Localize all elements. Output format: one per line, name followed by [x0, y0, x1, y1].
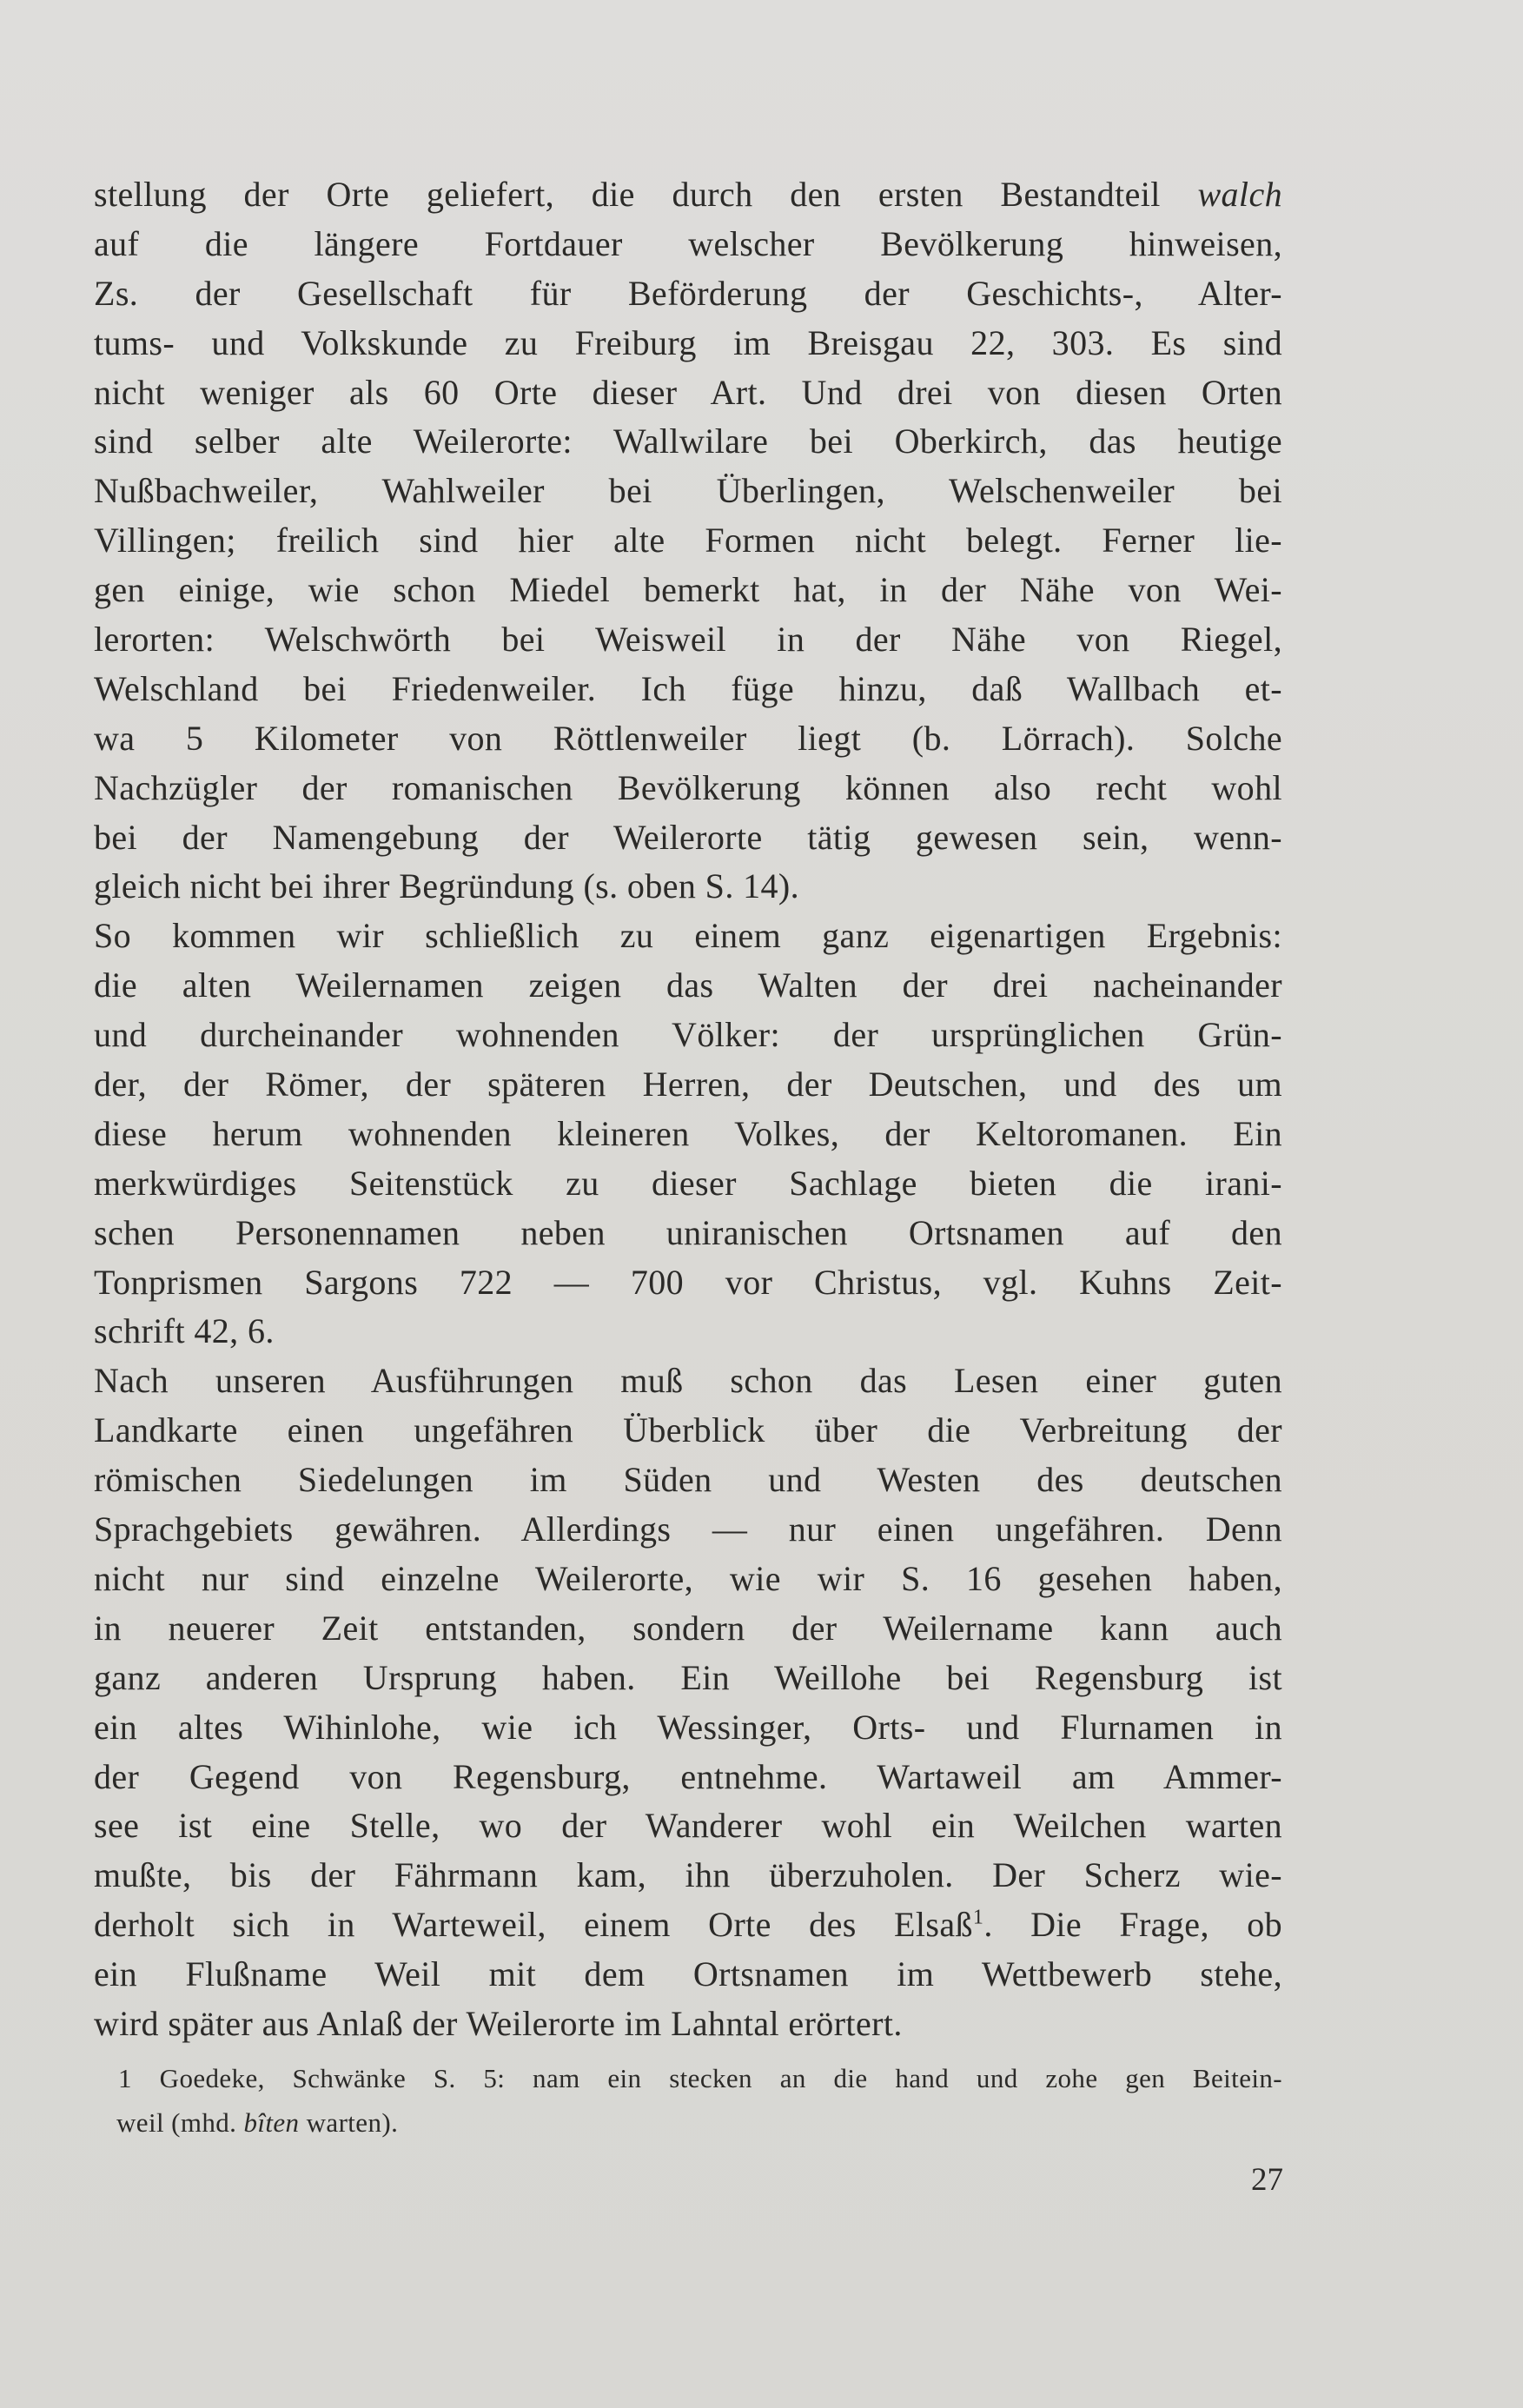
- text-line: ein altes Wihinlohe, wie ich Wessinger, Orts- und Flurnamen in: [94, 1707, 1282, 1747]
- text-line: see ist eine Stelle, wo der Wanderer wohl ein Weilchen warten: [94, 1806, 1282, 1846]
- text-line: Nußbachweiler, Wahlweiler bei Überlingen, Welschenweiler bei: [94, 471, 1282, 511]
- text-line: der, der Römer, der späteren Herren, der Deutschen, und des um: [94, 1065, 1282, 1104]
- emphasis-walch: walch: [1197, 175, 1282, 214]
- text-line: schen Personennamen neben uniranischen Ortsnamen auf den: [94, 1212, 1282, 1252]
- text-line: diese herum wohnenden kleineren Volkes, der Keltoromanen. Ein: [94, 1113, 1282, 1153]
- text-line: derholt sich in Warteweil, einem Orte des Elsaß$^1$. Die Frage, ob: [94, 1905, 1283, 1945]
- emphasis-biten: bîten: [243, 2107, 300, 2138]
- text-line: sind selber alte Weilerorte: Wallwilare bei Oberkirch, das heutige: [94, 421, 1282, 461]
- text-line: merkwürdiges Seitenstück zu dieser Sachlage bieten die irani-: [94, 1163, 1282, 1203]
- footnote-number: 1: [118, 2063, 132, 2093]
- text-line: wird später aus Anlaß der Weilerorte im Lahntal erörtert.: [94, 2003, 903, 2043]
- footnote-line: 1 Goedeke, Schwänke S. 5: nam ein stecken an die hand und zohe gen Beitein-: [118, 2063, 1282, 2093]
- text-line: bei der Namengebung der Weilerorte tätig gewesen sein, wenn-: [94, 817, 1282, 857]
- text-line: nicht nur sind einzelne Weilerorte, wie wir S. 16 gesehen haben,: [94, 1558, 1282, 1598]
- text-line: nicht weniger als 60 Orte dieser Art. Und drei von diesen Orten: [94, 372, 1282, 412]
- text-line: Villingen; freilich sind hier alte Formen nicht belegt. Ferner lie-: [94, 521, 1282, 561]
- text-line: So kommen wir schließlich zu einem ganz eigenartigen Ergebnis:: [94, 916, 1282, 956]
- text-line: gen einige, wie schon Miedel bemerkt hat, in der Nähe von Wei-: [94, 570, 1282, 610]
- text-line: römischen Siedelungen im Süden und Westen des deutschen: [94, 1460, 1282, 1500]
- text-line: gleich nicht bei ihrer Begründung (s. oben S. 14).: [94, 866, 800, 906]
- footnote-marker: 1: [972, 1906, 984, 1929]
- text-line: und durcheinander wohnenden Völker: der ursprünglichen Grün-: [94, 1015, 1282, 1055]
- text-line: Tonprismen Sargons 722 — 700 vor Christus, vgl. Kuhns Zeit-: [94, 1262, 1282, 1302]
- text-line: ein Flußname Weil mit dem Ortsnamen im Wettbewerb stehe,: [94, 1954, 1282, 1994]
- text-line: Nach unseren Ausführungen muß schon das Lesen einer guten: [94, 1361, 1282, 1401]
- footnote-line: weil (mhd. bîten warten).: [116, 2107, 399, 2138]
- text-line: stellung der Orte geliefert, die durch den ersten Bestandteil walch: [94, 175, 1282, 214]
- text-line: Sprachgebiets gewähren. Allerdings — nur einen ungefähren. Denn: [94, 1509, 1282, 1549]
- text-line: Welschland bei Friedenweiler. Ich füge hinzu, daß Wallbach et-: [94, 668, 1282, 708]
- text-line: in neuerer Zeit entstanden, sondern der Weilername kann auch: [94, 1608, 1282, 1648]
- text-line: Landkarte einen ungefähren Überblick über die Verbreitung der: [94, 1410, 1282, 1450]
- text-line: schrift 42, 6.: [94, 1311, 275, 1351]
- text-line: auf die längere Fortdauer welscher Bevölkerung hinweisen,: [94, 223, 1282, 263]
- text-line: Nachzügler der romanischen Bevölkerung können also recht wohl: [94, 767, 1282, 807]
- text-line: wa 5 Kilometer von Röttlenweiler liegt (b. Lörrach). Solche: [94, 718, 1282, 758]
- body-text: [94, 170, 1282, 2049]
- text-line: mußte, bis der Fährmann kam, ihn überzuholen. Der Scherz wie-: [94, 1855, 1282, 1895]
- text-line: ganz anderen Ursprung haben. Ein Weillohe bei Regensburg ist: [94, 1657, 1282, 1697]
- text-line: der Gegend von Regensburg, entnehme. Wartaweil am Ammer-: [94, 1756, 1282, 1796]
- page-number: 27: [1251, 2162, 1283, 2198]
- text-line: Zs. der Gesellschaft für Beförderung der Geschichts-, Alter-: [94, 273, 1282, 313]
- text-line: die alten Weilernamen zeigen das Walten der drei nacheinander: [94, 965, 1282, 1005]
- text-line: lerorten: Welschwörth bei Weisweil in der Nähe von Riegel,: [94, 620, 1282, 660]
- footnote: [118, 2056, 1282, 2145]
- text-line: tums- und Volkskunde zu Freiburg im Breisgau 22, 303. Es sind: [94, 322, 1282, 362]
